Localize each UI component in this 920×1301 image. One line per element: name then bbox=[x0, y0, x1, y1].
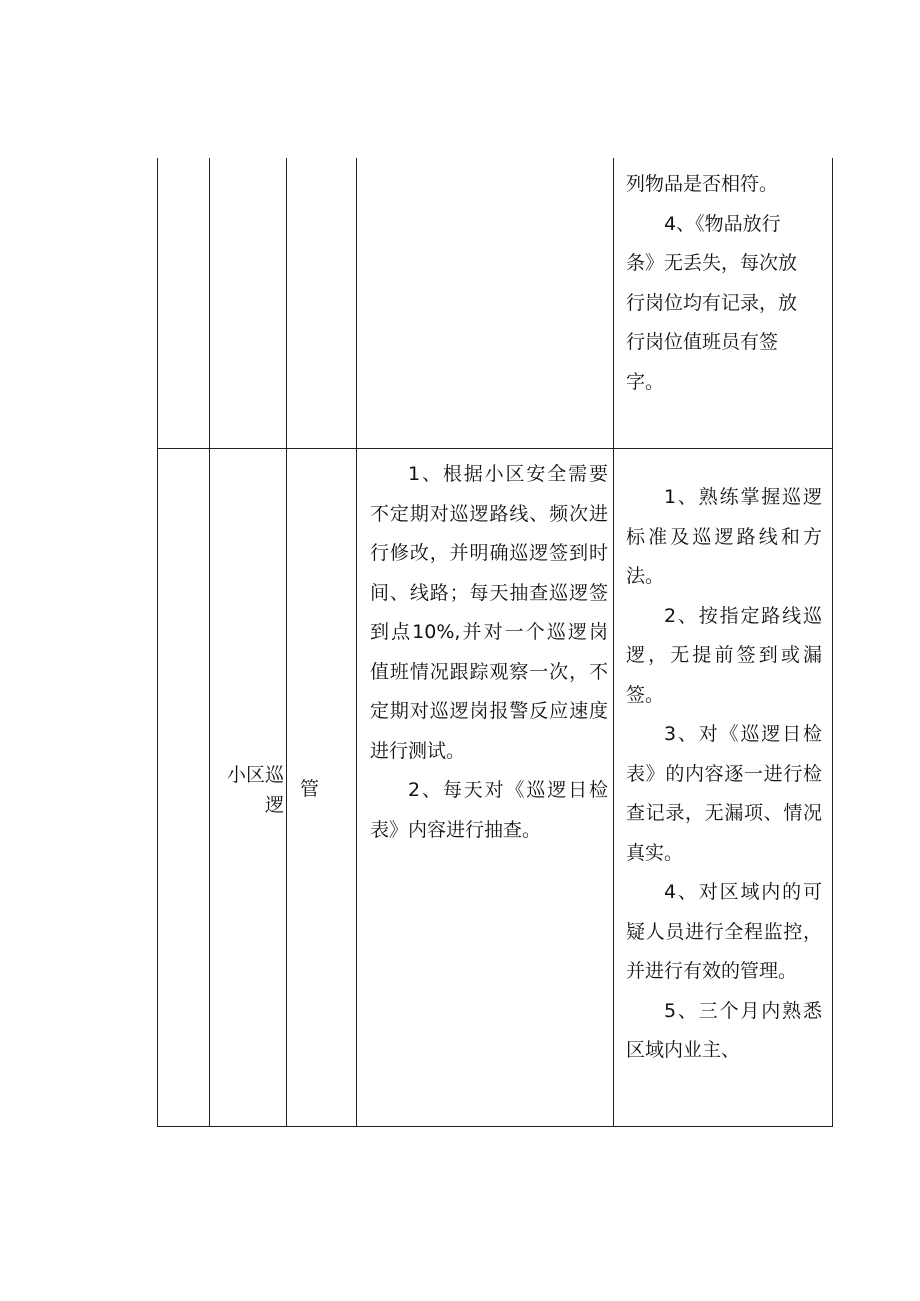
table-border-col-3 bbox=[356, 158, 357, 1127]
table-border-col-0 bbox=[157, 158, 158, 1127]
table-border-col-1 bbox=[209, 158, 210, 1127]
table-border-bottom bbox=[157, 1126, 833, 1127]
standard-line: 字。 bbox=[626, 370, 665, 393]
standard-line: 列物品是否相符。 bbox=[626, 173, 779, 195]
standard-paragraph: 3、对《巡逻日检表》的内容逐一进行检查记录，无漏项、情况真实。 bbox=[626, 723, 822, 864]
standard-line: 4、《物品放行 bbox=[664, 212, 781, 235]
patrol-category-cell bbox=[212, 760, 284, 820]
content-paragraph: 2、每天对《巡逻日检表》内容进行抽查。 bbox=[370, 779, 608, 841]
patrol-content-cell bbox=[370, 455, 608, 850]
patrol-standard-cell bbox=[626, 478, 822, 1071]
category-line: 小区巡 bbox=[226, 764, 284, 786]
row-top-standard-cell bbox=[626, 165, 826, 402]
type-label: 管 bbox=[300, 778, 320, 800]
standard-line: 条》无丢失，每次放 bbox=[626, 252, 798, 274]
table-border-col-2 bbox=[286, 158, 287, 1127]
content-paragraph: 1、根据小区安全需要不定期对巡逻路线、频次进行修改，并明确巡逻签到时间、线路；每天抽查巡逻签到点10%,并对一个巡逻岗值班情况跟踪观察一次，不定期对巡逻岗报警反应速度进行测试。 bbox=[370, 463, 608, 762]
standard-paragraph: 5、三个月内熟悉区域内业主、 bbox=[626, 999, 822, 1061]
standard-line: 行岗位值班员有签 bbox=[626, 331, 779, 353]
standard-paragraph: 4、对区域内的可疑人员进行全程监控，并进行有效的管理。 bbox=[626, 881, 822, 982]
standard-paragraph: 2、按指定路线巡逻，无提前签到或漏签。 bbox=[626, 604, 822, 706]
standard-paragraph: 1、熟练掌握巡逻标准及巡逻路线和方法。 bbox=[626, 486, 822, 587]
table-border-col-5 bbox=[832, 158, 833, 1127]
table-border-row-divider bbox=[157, 448, 833, 449]
standard-line: 行岗位均有记录，放 bbox=[626, 291, 798, 314]
patrol-type-cell bbox=[300, 774, 340, 804]
category-line: 逻 bbox=[264, 794, 284, 816]
table-border-col-4 bbox=[613, 158, 614, 1127]
